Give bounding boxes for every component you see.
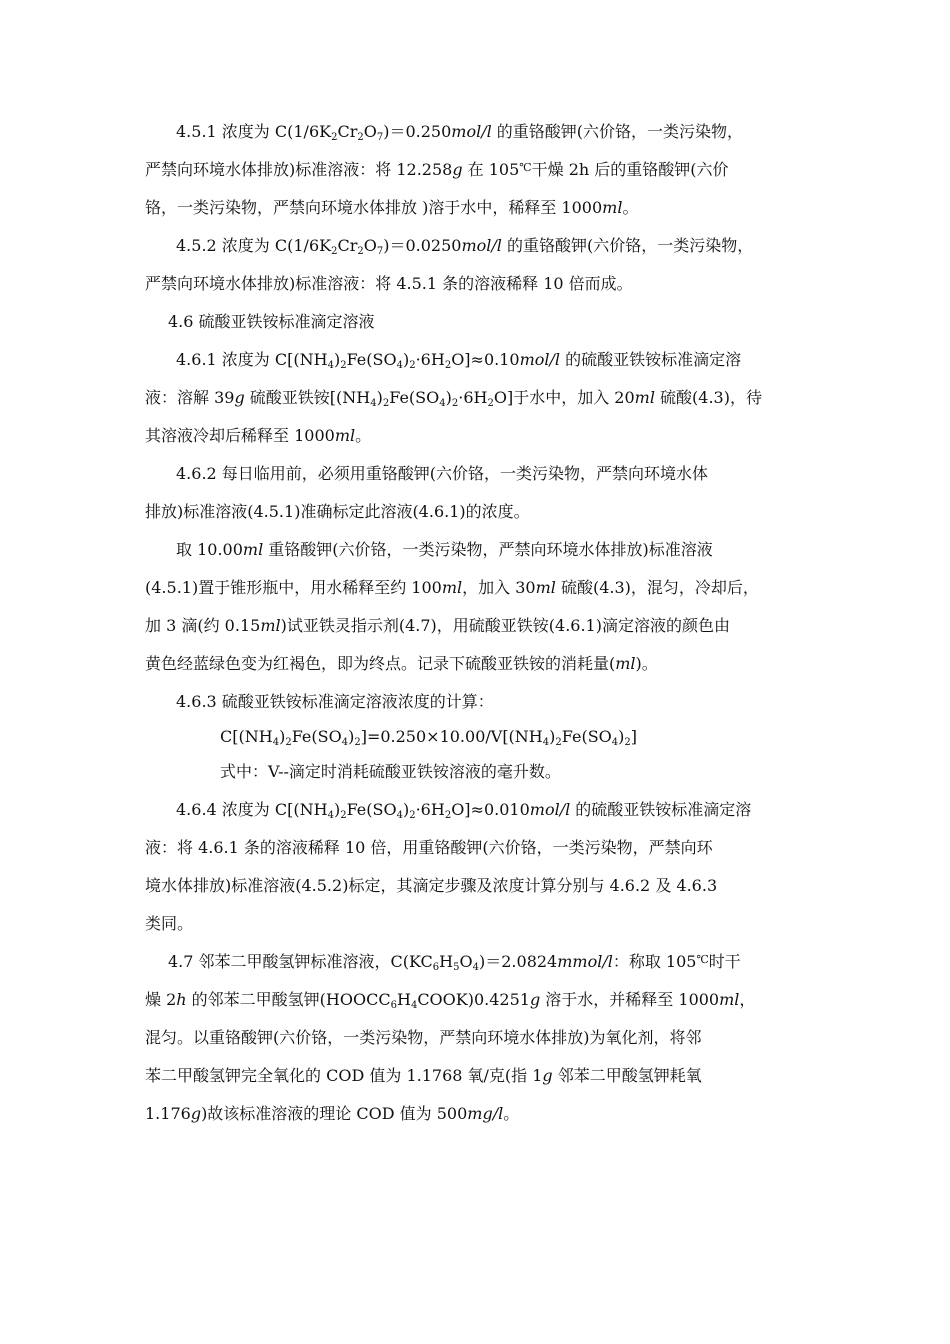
para-452-line-2: 严禁向环境水体排放)标准溶液：将 4.5.1 条的溶液稀释 10 倍而成。: [145, 274, 633, 293]
para-451-line-1: 4.5.1 浓度为 $C(1/6K_2Cr_2O_7)=0.250mol/l$ 的重铬酸钾(六价铬，一类污染物，: [176, 122, 744, 143]
para-462-line-1: 4.6.2 每日临用前，必须用重铬酸钾(六价铬，一类污染物，严禁向环境水体: [176, 464, 709, 483]
para-451-line-3: 铬，一类污染物，严禁向环境水体排放 )溶于水中，稀释至 1000ml。: [145, 198, 639, 217]
para-47-line-4: 苯二甲酸氢钾完全氧化的 COD 值为 1.1768 氧/克(指 1g 邻苯二甲酸氢钾耗氧: [145, 1066, 702, 1085]
para-47-line-5: 1.176g)故该标准溶液的理论 COD 值为 500mg/l。: [145, 1104, 520, 1123]
para-462-line-2: 排放)标准溶液(4.5.1)准确标定此溶液(4.6.1)的浓度。: [145, 502, 530, 521]
para-titration-line-2: (4.5.1)置于锥形瓶中，用水稀释至约 100ml，加入 30ml 硫酸(4.3)，混匀，冷却后，: [145, 578, 759, 597]
para-titration-line-4: 黄色经蓝绿色变为红褐色，即为终点。记录下硫酸亚铁铵的消耗量(ml)。: [145, 654, 658, 673]
para-464-line-1: 4.6.4 浓度为 $C[(NH_4)_2Fe(SO_4)_2\cdot 6H_2O]\approx 0.010mol/l$ 的硫酸亚铁铵标准滴定溶: [176, 800, 752, 821]
para-461-line-1: 4.6.1 浓度为 $C[(NH_4)_2Fe(SO_4)_2\cdot 6H_2O]\approx 0.10mol/l$ 的硫酸亚铁铵标准滴定溶: [176, 350, 742, 371]
para-47-line-2: 燥 2h 的邻苯二甲酸氢钾$(HOOCC_6H_4COOK)0.4251g$ 溶于水，并稀释至 1000ml，: [145, 990, 756, 1011]
section-heading-4-6: 4.6 硫酸亚铁铵标准滴定溶液: [168, 312, 375, 331]
para-47-line-1: 4.7 邻苯二甲酸氢钾标准溶液，$C(KC_6H_5O_4)=2.0824mmol/l$：称取 105℃时干: [168, 952, 741, 973]
para-461-line-2: 液：溶解 39g 硫酸亚铁铵$[(NH_4)_2Fe(SO_4)_2\cdot 6H_2O]$于水中，加入 20ml 硫酸(4.3)，待: [145, 388, 762, 409]
para-47-line-3: 混匀。以重铬酸钾(六价铬，一类污染物，严禁向环境水体排放)为氧化剂，将邻: [145, 1028, 702, 1047]
para-464-line-4: 类同。: [145, 914, 194, 933]
para-464-line-3: 境水体排放)标准溶液(4.5.2)标定，其滴定步骤及浓度计算分别与 4.6.2 及 4.6.3: [145, 876, 718, 895]
formula-463: $C[(NH_4)_2Fe(SO_4)_2]=0.250\times 10.00/V[(NH_4)_2Fe(SO_4)_2]$: [220, 727, 638, 748]
para-452-line-1: 4.5.2 浓度为 $C(1/6K_2Cr_2O_7)=0.0250mol/l$ 的重铬酸钾(六价铬，一类污染物，: [176, 236, 754, 257]
para-titration-line-1: 取 10.00ml 重铬酸钾(六价铬，一类污染物，严禁向环境水体排放)标准溶液: [176, 540, 713, 559]
para-463-line-1: 4.6.3 硫酸亚铁铵标准滴定溶液浓度的计算：: [176, 692, 494, 711]
para-461-line-3: 其溶液冷却后稀释至 1000ml。: [145, 426, 372, 445]
para-titration-line-3: 加 3 滴(约 0.15ml)试亚铁灵指示剂(4.7)，用硫酸亚铁铵(4.6.1)滴定溶液的颜色由: [145, 616, 730, 635]
formula-where-note: 式中：V--滴定时消耗硫酸亚铁铵溶液的毫升数。: [220, 762, 561, 781]
para-451-line-2: 严禁向环境水体排放)标准溶液：将 12.258g 在 105℃干燥 2h 后的重铬酸钾(六价: [145, 160, 729, 179]
para-464-line-2: 液：将 4.6.1 条的溶液稀释 10 倍，用重铬酸钾(六价铬，一类污染物，严禁向环: [145, 838, 713, 857]
